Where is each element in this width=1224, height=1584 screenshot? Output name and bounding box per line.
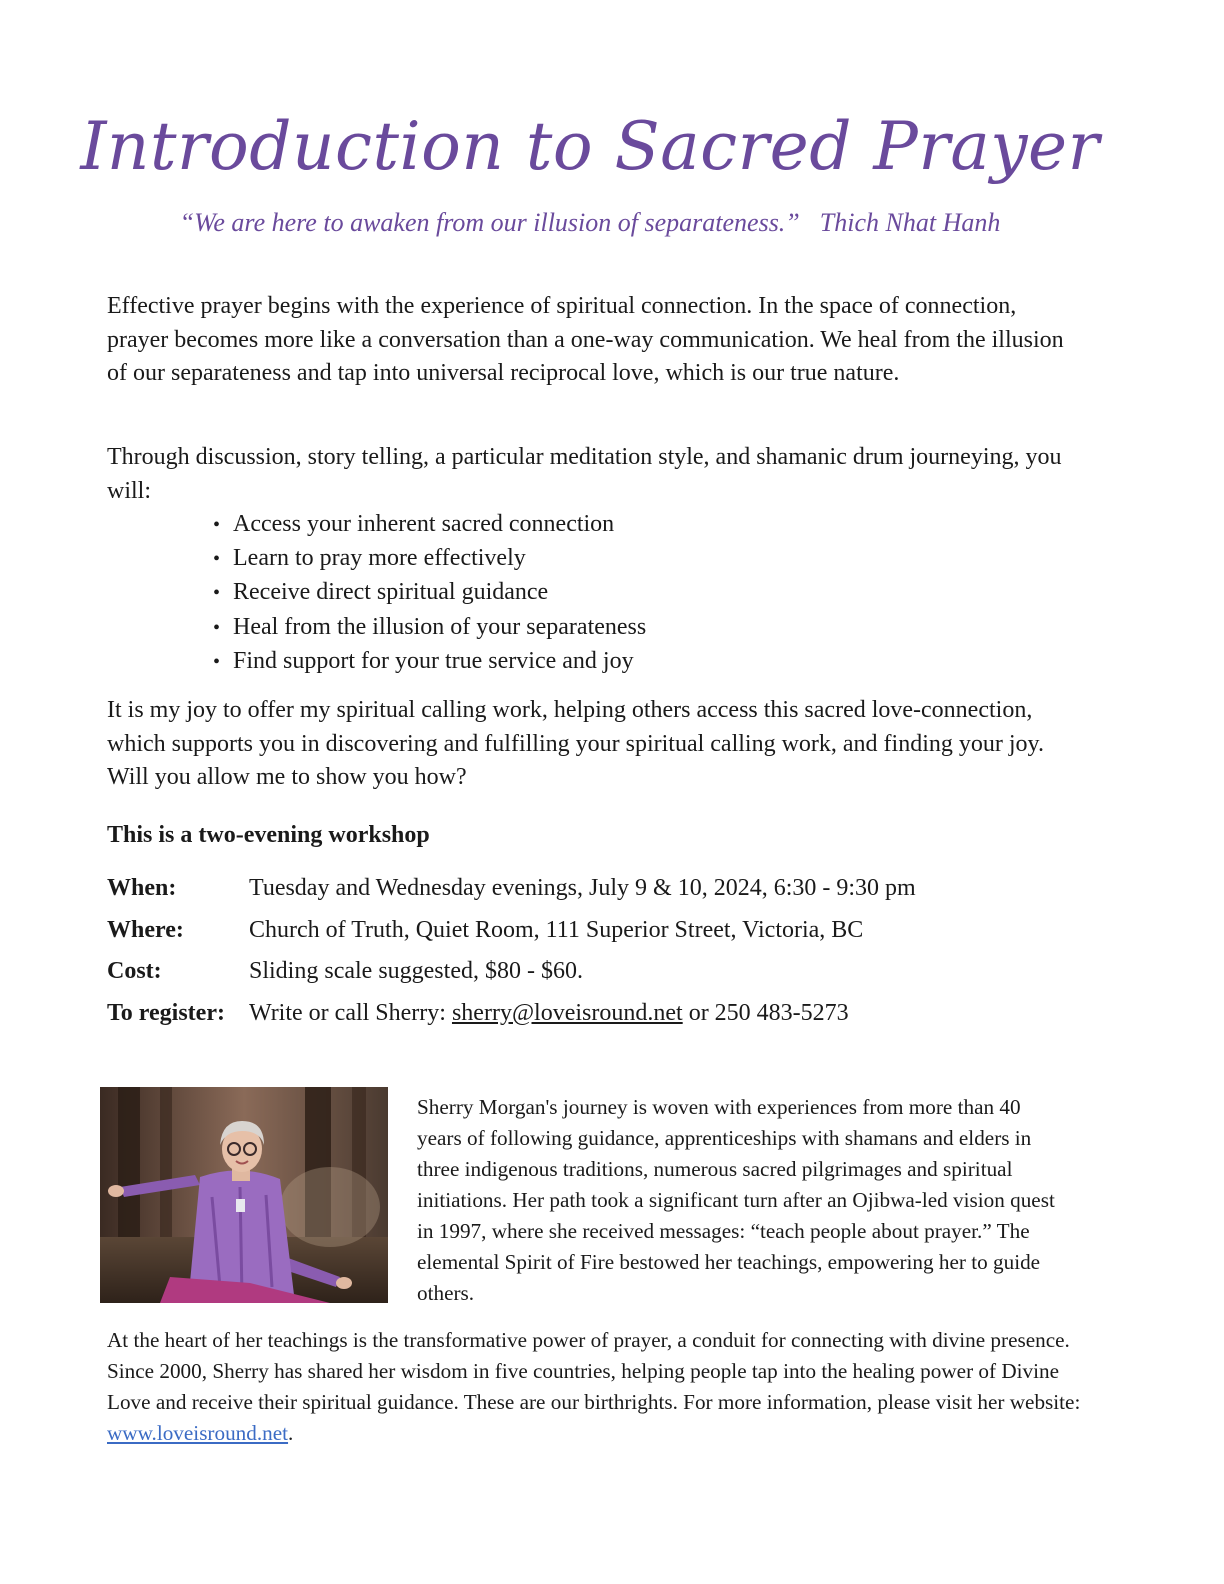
list-item: • Find support for your true service and joy bbox=[213, 645, 646, 679]
email-link[interactable]: sherry@loveisround.net bbox=[451, 999, 683, 1026]
register-prefix: Write or call Sherry: bbox=[249, 999, 452, 1026]
invitation-paragraph: It is my joy to offer my spiritual calling work, helping others access this sacred love-connection, which supports you in discovering and fulfilling your spiritual calling work, and finding your joy. Will you allow me to show you how? bbox=[107, 697, 1044, 790]
list-item: • Heal from the illusion of your separateness bbox=[213, 611, 646, 645]
workshop-heading: This is a two-evening workshop bbox=[107, 822, 430, 848]
register-label: To register: bbox=[107, 999, 225, 1026]
closing-text: At the heart of her teachings is the transformative power of prayer, a conduit for connecting with divine presence. Since 2000, Sherry has shared her wisdom in five countries, helping people tap into the healing power of Divine Love and receive their spiritual guidance. These are our birthrights. For more information, please visit her website: bbox=[107, 1328, 1081, 1414]
intro-paragraph: Effective prayer begins with the experience of spiritual connection. In the space of connection, prayer becomes more like a conversation than a one-way communication. We heal from the illusion of our separateness and tap into universal reciprocal love, which is our true nature. bbox=[107, 293, 1064, 386]
closing-paragraph bbox=[107, 1325, 1107, 1449]
when-value: Tuesday and Wednesday evenings, July 9 & 10, 2024, 6:30 - 9:30 pm bbox=[249, 875, 916, 901]
list-item: • Receive direct spiritual guidance bbox=[213, 576, 646, 610]
where-row bbox=[107, 917, 1107, 959]
register-row bbox=[107, 1000, 1107, 1042]
benefits-list bbox=[213, 508, 646, 679]
register-suffix: or 250 483-5273 bbox=[682, 999, 849, 1026]
where-value: Church of Truth, Quiet Room, 111 Superior Street, Victoria, BC bbox=[249, 916, 864, 943]
website-link[interactable]: www.loveisround.net bbox=[107, 1421, 289, 1445]
cost-value: Sliding scale suggested, $80 - $60. bbox=[249, 958, 583, 984]
when-label: When: bbox=[107, 875, 177, 901]
list-item: • Learn to pray more effectively bbox=[213, 542, 646, 576]
when-row bbox=[107, 875, 1107, 917]
workshop-details bbox=[107, 875, 1107, 1041]
register-value bbox=[249, 1000, 1107, 1027]
instructor-photo bbox=[100, 1087, 388, 1303]
where-label: Where: bbox=[107, 916, 184, 943]
quote-text: “We are here to awaken from our illusion of separateness.” bbox=[179, 208, 800, 237]
methods-paragraph: Through discussion, story telling, a particular meditation style, and shamanic drum journeying, you will: bbox=[107, 444, 1062, 504]
cost-label: Cost: bbox=[107, 958, 162, 984]
epigraph-quote bbox=[0, 208, 1180, 238]
instructor-bio: Sherry Morgan's journey is woven with experiences from more than 40 years of following guidance, apprenticeships with shamans and elders in three indigenous traditions, numerous sacred pilgrimages and spiritual initiations. Her path took a significant turn after an Ojibwa-led vision quest in 1997, where she received messages: “teach people about prayer.” The elemental Spirit of Fire bestowed her teachings, empowering her to guide others. bbox=[417, 1095, 1055, 1305]
page-title: Introduction to Sacred Prayer bbox=[80, 108, 1100, 185]
list-item: • Access your inherent sacred connection bbox=[213, 508, 646, 542]
quote-author: Thich Nhat Hanh bbox=[819, 208, 1001, 237]
cost-row bbox=[107, 958, 1107, 1000]
closing-end: . bbox=[288, 1421, 294, 1445]
